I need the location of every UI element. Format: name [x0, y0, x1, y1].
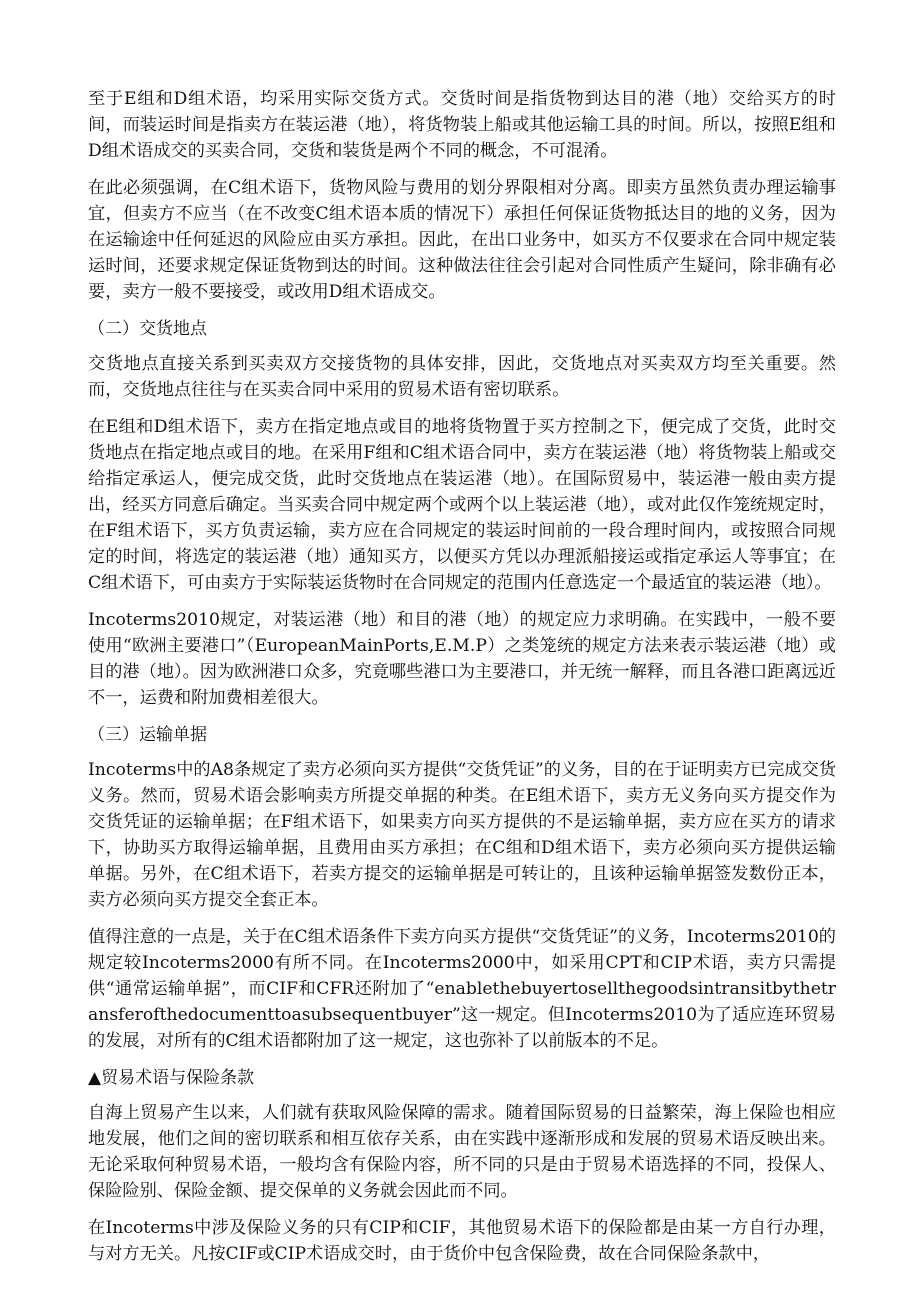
- paragraph-marine-insurance-history: 自海上贸易产生以来，人们就有获取风险保障的需求。随着国际贸易的日益繁荣，海上保险也相应地发展，他们之间的密切联系和相互依存关系，由在实践中逐渐形成和发展的贸易术语反映出来。无论采取何种贸易术语，一般均含有保险内容，所不同的只是由于贸易术语选择的不同，投保人、保险险别、保险金额、提交保单的义务就会因此而不同。: [88, 1103, 836, 1201]
- section-heading-delivery-place: （二）交货地点: [88, 319, 207, 339]
- paragraph-delivery-place-importance: 交货地点直接关系到买卖双方交接货物的具体安排，因此，交货地点对买卖双方均至关重要。然而，交货地点往往与在买卖合同中采用的贸易术语有密切联系。: [88, 354, 836, 400]
- paragraph-incoterms-2010-vs-2000: 值得注意的一点是，关于在C组术语条件下卖方向买方提供“交货凭证”的义务，Incoterms2010的规定较Incoterms2000有所不同。在Incoterms2000中，如采用CPT和CIP术语，卖方只需提供“通常运输单据”，而CIF和CFR还附加了“enablethebuyertosellthegoodsintransitbythetransferofthedocumenttoasubsequentbuyer”这一规定。但Incoterms2010为了适应连环贸易的发展，对所有的C组术语都附加了这一规定，这也弥补了以前版本的不足。: [88, 927, 836, 1051]
- paragraph-delivery-place-by-term-group: 在E组和D组术语下，卖方在指定地点或目的地将货物置于买方控制之下，便完成了交货，此时交货地点在指定地点或目的地。在采用F组和C组术语合同中，卖方在装运港（地）将货物装上船或交给指定承运人，便完成交货，此时交货地点在装运港（地）。在国际贸易中，装运港一般由卖方提出，经买方同意后确定。当买卖合同中规定两个或两个以上装运港（地），或对此仅作笼统规定时，在F组术语下，买方负责运输，卖方应在合同规定的装运时间前的一段合理时间内，或按照合同规定的时间，将选定的装运港（地）通知买方，以便买方凭以办理派船接运或指定承运人等事宜；在C组术语下，可由卖方于实际装运货物时在合同规定的范围内任意选定一个最适宜的装运港（地）。: [88, 417, 836, 593]
- section-heading-insurance: ▲贸易术语与保险条款: [88, 1068, 255, 1088]
- paragraph-incoterms2010-ports: Incoterms2010规定，对装运港（地）和目的港（地）的规定应力求明确。在实践中，一般不要使用“欧洲主要港口”（EuropeanMainPorts,E.M.P）之类笼统的规定方法来表示装运港（地）或目的港（地）。因为欧洲港口众多，究竟哪些港口为主要港口，并无统一解释，而且各港口距离远近不一，运费和附加费相差很大。: [88, 610, 836, 708]
- paragraph-c-terms-risk-separation: 在此必须强调，在C组术语下，货物风险与费用的划分界限相对分离。即卖方虽然负责办理运输事宜，但卖方不应当（在不改变C组术语本质的情况下）承担任何保证货物抵达目的地的义务，因为在运输途中任何延迟的风险应由买方承担。因此，在出口业务中，如买方不仅要求在合同中规定装运时间，还要求规定保证货物到达的时间。这种做法往往会引起对合同性质产生疑问，除非确有必要，卖方一般不要接受，或改用D组术语成交。: [88, 178, 836, 302]
- paragraph-delivery-time-e-d-terms: 至于E组和D组术语，均采用实际交货方式。交货时间是指货物到达目的港（地）交给买方的时间，而装运时间是指卖方在装运港（地），将货物装上船或其他运输工具的时间。所以，按照E组和D组术语成交的买卖合同，交货和装货是两个不同的概念，不可混淆。: [88, 89, 836, 161]
- section-heading-transport-documents: （三）运输单据: [88, 725, 207, 745]
- paragraph-cip-cif-insurance: 在Incoterms中涉及保险义务的只有CIP和CIF，其他贸易术语下的保险都是由某一方自行办理，与对方无关。凡按CIF或CIP术语成交时，由于货价中包含保险费，故在合同保险条款中，: [88, 1218, 836, 1264]
- paragraph-a8-delivery-proof: Incoterms中的A8条规定了卖方必须向买方提供“交货凭证”的义务，目的在于证明卖方已完成交货义务。然而，贸易术语会影响卖方所提交单据的种类。在E组术语下，卖方无义务向买方提交作为交货凭证的运输单据；在F组术语下，如果卖方向买方提供的不是运输单据，卖方应在买方的请求下，协助买方取得运输单据，且费用由买方承担；在C组和D组术语下，卖方必须向买方提供运输单据。另外，在C组术语下，若卖方提交的运输单据是可转让的，且该种运输单据签发数份正本，卖方必须向买方提交全套正本。: [88, 760, 836, 910]
